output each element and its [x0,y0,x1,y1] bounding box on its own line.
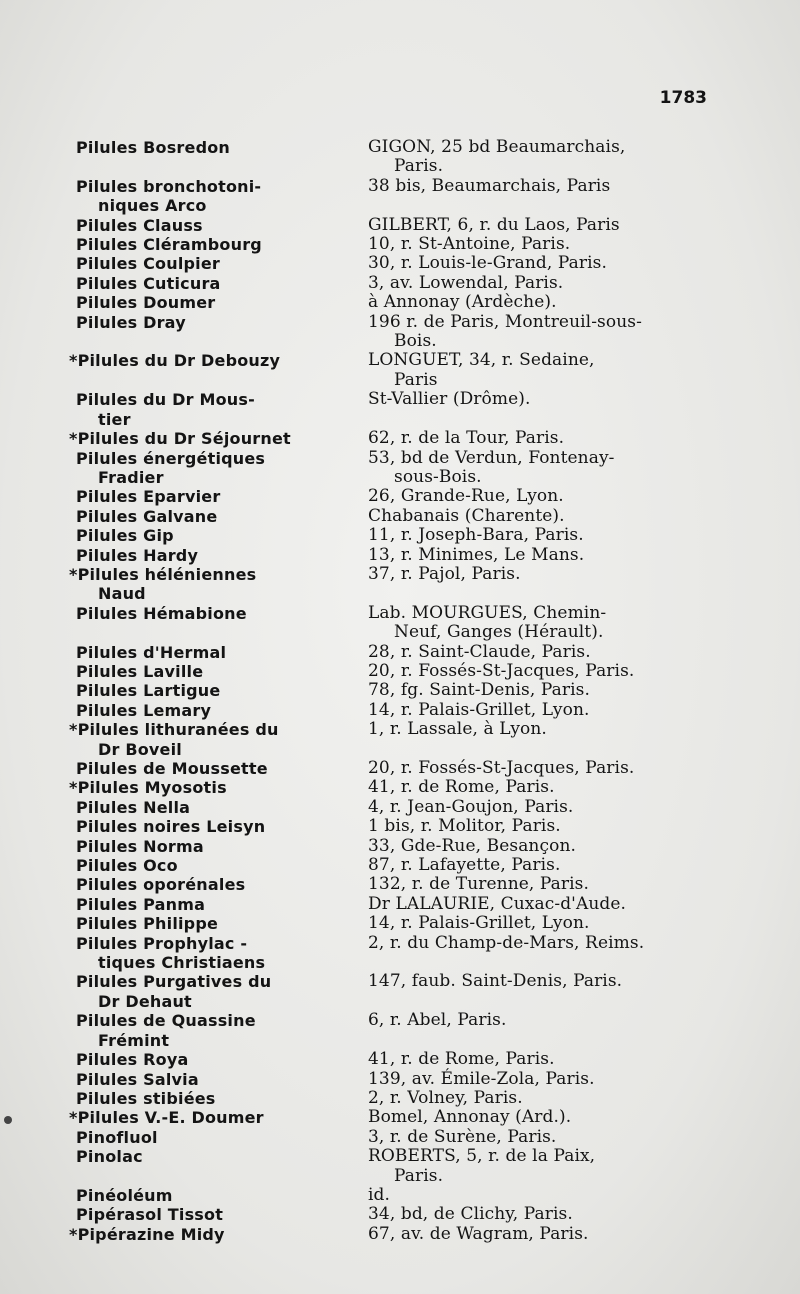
product-name [76,681,368,700]
product-name-line: Pilules noires Leisyn [76,817,266,837]
address [368,507,724,526]
address [368,720,724,739]
directory-entry [69,1107,724,1128]
product-name [76,1186,368,1205]
product-name [76,972,368,1011]
address-continuation: Paris. [394,1165,444,1186]
product-name [76,449,368,488]
address [368,1128,724,1147]
product-name-line: Pinéoléum [76,1185,173,1205]
address [368,313,724,352]
address-line: 14, r. Palais-Grillet, Lyon. [368,699,590,720]
address [368,429,724,448]
address-line: 1, r. Lassale, à Lyon. [368,719,547,740]
address-continuation: Bois. [394,331,437,352]
address [368,934,724,953]
margin-dot [4,1116,12,1124]
product-name-line: Pilules oporénales [76,875,246,895]
address-line: 3, r. de Surène, Paris. [368,1126,557,1147]
address [368,138,724,177]
directory-entry [76,643,724,662]
address-line: 6, r. Abel, Paris. [368,1010,507,1031]
product-name [76,487,368,506]
address [368,856,724,875]
product-name-line: Pilules Prophylac - [76,933,248,953]
product-name-line: *Pilules V.-E. Doumer [69,1108,264,1128]
address [368,565,724,584]
product-name-line: *Pilules héléniennes [69,564,257,584]
address-line: 2, r. du Champ-de-Mars, Reims. [368,932,645,953]
directory-entry [76,254,724,273]
address [368,1186,724,1205]
product-name [76,1070,368,1089]
product-name-line: Pilules énergétiques [76,448,266,468]
address [368,681,724,700]
product-name-line: Pilules Oco [76,856,178,876]
product-name-line: *Pilules Myosotis [69,778,227,798]
address [368,449,724,488]
product-name-line: Pilules Roya [76,1050,189,1070]
product-name [76,643,368,662]
address-line: GIGON, 25 bd Beaumarchais, [368,137,626,157]
address [368,177,724,196]
directory-entry [76,293,724,312]
product-name-line: Pilules Lartigue [76,681,221,701]
product-name [76,177,368,216]
directory-entry [76,507,724,526]
product-name [76,1205,368,1224]
product-name [69,778,368,798]
address-line: 78, fg. Saint-Denis, Paris. [368,680,590,701]
address-line: 4, r. Jean-Goujon, Paris. [368,796,574,817]
address-line: 20, r. Fossés-St-Jacques, Paris. [368,758,635,778]
product-name-continuation: niques Arco [98,196,207,216]
address-line: 196 r. de Paris, Montreuil-sous- [368,311,642,332]
directory-list [69,137,724,1244]
product-name-line: Pipérasol Tissot [76,1205,224,1225]
directory-entry [76,837,724,856]
address [368,1225,724,1244]
directory-entry [76,914,724,933]
product-name-line: Pilules Purgatives du [76,972,272,992]
address [368,778,724,797]
product-name-line: Pilules Philippe [76,914,219,934]
address [368,837,724,856]
product-name [76,274,368,293]
address-line: 53, bd de Verdun, Fontenay- [368,447,615,468]
product-name [76,701,368,720]
directory-entry [76,526,724,545]
directory-entry [76,856,724,875]
address-line: Chabanais (Charente). [368,505,565,526]
address [368,1205,724,1224]
directory-entry [76,798,724,817]
product-name-line: *Pilules du Dr Debouzy [69,351,281,371]
product-name-line: Pilules Doumer [76,293,216,313]
address [368,235,724,254]
address-line: 3, av. Lowendal, Paris. [368,272,564,293]
product-name [76,1147,368,1166]
product-name-line: *Pipérazine Midy [69,1224,225,1244]
product-name-line: Pilules Nella [76,797,191,817]
address [368,1089,724,1108]
address-line: 2, r. Volney, Paris. [368,1087,523,1108]
address [368,817,724,836]
product-name [76,313,368,332]
address [368,662,724,681]
directory-entry [76,1147,724,1186]
address [368,274,724,293]
directory-entry [76,449,724,488]
address-line: 132, r. de Turenne, Paris. [368,874,590,895]
directory-entry [69,563,724,604]
address-line: LONGUET, 34, r. Sedaine, [368,350,595,371]
product-name-continuation: Dr Boveil [98,739,182,759]
product-name [76,1011,368,1050]
address-continuation: Paris. [394,156,444,177]
address [368,1050,724,1069]
directory-entry [76,604,724,643]
product-name [76,507,368,526]
address-line: Bomel, Annonay (Ard.). [368,1107,572,1128]
directory-entry [76,817,724,836]
product-name-line: Pinofluol [76,1127,158,1147]
product-name-line: *Pilules lithuranées du [69,720,279,740]
product-name [69,351,368,371]
address-line: 11, r. Joseph-Bara, Paris. [368,525,584,546]
address [368,1147,724,1186]
product-name [76,1050,368,1069]
address-continuation: Paris [394,369,438,390]
directory-entry [76,1205,724,1224]
product-name [76,235,368,254]
product-name-continuation: tiques Christiaens [98,953,266,973]
address-continuation: sous-Bois. [394,466,482,487]
product-name [76,526,368,545]
product-name [69,1224,368,1244]
directory-entry [76,546,724,565]
directory-entry [76,177,724,216]
address [368,798,724,817]
directory-entry [69,350,724,390]
product-name [76,254,368,273]
product-name-line: Pilules Dray [76,312,186,332]
product-name-continuation: Naud [98,584,146,604]
directory-entry [69,428,724,449]
address [368,701,724,720]
product-name [76,895,368,914]
address [368,390,724,409]
product-name-line: Pilules du Dr Mous- [76,390,255,410]
product-name [76,138,368,157]
directory-entry [76,759,724,778]
address-line: 10, r. St-Antoine, Paris. [368,234,571,255]
directory-entry [76,138,724,177]
address-line: ROBERTS, 5, r. de la Paix, [368,1146,596,1167]
address [368,1011,724,1030]
product-name [69,564,368,604]
directory-entry [76,216,724,235]
product-name-line: Pilules bronchotoni- [76,176,262,196]
product-name-continuation: Frémint [98,1030,170,1050]
directory-entry [76,487,724,506]
product-name [76,1089,368,1108]
product-name [76,604,368,623]
product-name-continuation: Fradier [98,467,164,487]
address [368,875,724,894]
address-line: 38 bis, Beaumarchais, Paris [368,175,611,196]
address-line: 147, faub. Saint-Denis, Paris. [368,971,623,992]
product-name-line: Pilules Bosredon [76,138,231,157]
product-name [76,1128,368,1147]
product-name-line: *Pilules du Dr Séjournet [69,429,291,449]
product-name-line: Pilules Gip [76,526,174,546]
product-name-line: Pilules Hardy [76,545,199,565]
address-line: 1 bis, r. Molitor, Paris. [368,816,561,837]
product-name-line: Pilules Clérambourg [76,235,262,255]
directory-entry [76,1089,724,1108]
product-name-line: Pilules Coulpier [76,254,221,274]
product-name-line: Pilules Laville [76,661,204,681]
address-line: Lab. MOURGUES, Chemin- [368,602,607,623]
address-line: id. [368,1184,391,1205]
directory-entry [69,719,724,759]
address-line: 30, r. Louis-le-Grand, Paris. [368,253,608,274]
product-name [76,914,368,933]
address-continuation: Neuf, Ganges (Hérault). [394,622,604,643]
product-name-continuation: Dr Dehaut [98,991,192,1011]
page-number: 1783 [659,88,707,108]
address [368,526,724,545]
product-name-line: Pilules d'Hermal [76,642,227,662]
address-line: 20, r. Fossés-St-Jacques, Paris. [368,660,635,681]
product-name-line: Pilules Eparvier [76,487,221,507]
address [368,643,724,662]
product-name [76,875,368,894]
product-name-line: Pilules Cuticura [76,273,221,293]
address [368,759,724,778]
directory-entry [69,1223,724,1244]
directory-entry [76,1011,724,1050]
address [368,972,724,991]
directory-entry [76,274,724,293]
address-line: 28, r. Saint-Claude, Paris. [368,641,591,662]
directory-entry [76,934,724,973]
address-line: Dr LALAURIE, Cuxac-d'Aude. [368,893,627,914]
product-name-line: Pilules Norma [76,836,204,856]
address-line: 33, Gde-Rue, Besançon. [368,835,576,856]
directory-entry [76,1128,724,1147]
product-name-continuation: tier [98,409,131,429]
directory-entry [76,390,724,429]
address-line: 62, r. de la Tour, Paris. [368,428,565,449]
product-name-line: Pilules Hémabione [76,603,247,623]
product-name [76,798,368,817]
product-name-line: Pinolac [76,1147,143,1167]
directory-entry [76,313,724,352]
product-name-line: Pilules de Quassine [76,1011,256,1031]
address [368,914,724,933]
product-name-line: Pilules Panma [76,894,206,914]
address-line: 37, r. Pajol, Paris. [368,563,521,584]
product-name-line: Pilules de Moussette [76,759,268,778]
product-name [76,934,368,973]
product-name [76,759,368,778]
address [368,895,724,914]
directory-entry [76,1050,724,1069]
address-line: 87, r. Lafayette, Paris. [368,855,561,876]
product-name-line: Pilules Lemary [76,700,212,720]
address-line: 14, r. Palais-Grillet, Lyon. [368,913,590,934]
address [368,1070,724,1089]
address-line: St-Vallier (Drôme). [368,389,531,410]
address [368,216,724,235]
product-name [76,390,368,429]
product-name [76,817,368,836]
product-name [76,546,368,565]
directory-entry [76,1186,724,1205]
address-line: 13, r. Minimes, Le Mans. [368,544,585,565]
address-line: 67, av. de Wagram, Paris. [368,1223,589,1244]
directory-entry [69,777,724,798]
address-line: 139, av. Émile-Zola, Paris. [368,1068,595,1089]
product-name [69,429,368,449]
address [368,254,724,273]
address-line: GILBERT, 6, r. du Laos, Paris [368,214,620,235]
product-name [76,837,368,856]
address [368,293,724,312]
product-name [69,720,368,759]
directory-entry [76,972,724,1011]
product-name [76,856,368,875]
directory-entry [76,701,724,720]
product-name-line: Pilules Clauss [76,215,203,235]
directory-entry [76,662,724,681]
product-name [76,293,368,312]
address [368,604,724,643]
product-name [76,216,368,235]
product-name-line: Pilules Salvia [76,1069,199,1089]
address-line: 34, bd, de Clichy, Paris. [368,1204,573,1225]
product-name-line: Pilules stibiées [76,1088,216,1108]
address-line: 41, r. de Rome, Paris. [368,1049,555,1070]
product-name-line: Pilules Galvane [76,506,218,526]
directory-entry [76,235,724,254]
address [368,546,724,565]
address-line: à Annonay (Ardèche). [368,292,557,313]
address [368,487,724,506]
product-name [76,662,368,681]
address-line: 26, Grande-Rue, Lyon. [368,486,564,507]
address-line: 41, r. de Rome, Paris. [368,777,555,798]
product-name [69,1108,368,1128]
address [368,1108,724,1127]
directory-entry [76,1070,724,1089]
directory-entry [76,895,724,914]
directory-entry [76,875,724,894]
address [368,351,724,390]
directory-entry [76,681,724,700]
